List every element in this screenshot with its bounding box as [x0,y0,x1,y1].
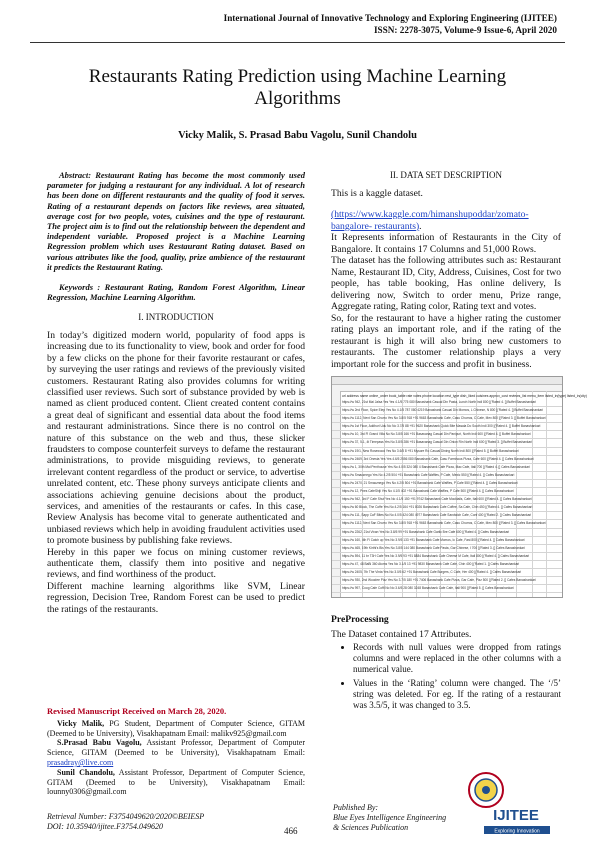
sheet-toolbar [332,377,562,385]
right-column [331,170,587,715]
dataset-spreadsheet-image [331,376,587,598]
paper-title-line2: Algorithms [254,88,341,109]
doi: DOI: 10.35940/ijitee.F3754.049620 [47,822,163,831]
sheet-row: https://w 465, 19th Kirthi's Bis Yes No 3.8/5 144 080 Banashank Cafe Pasta, Gar Chinese, I 700 [('Rated 3. [] Cafes Banashankari [332,545,562,553]
journal-name: International Journal of Innovative Technology and Exploring Engineering (IJITEE) [223,13,557,23]
journal-issn: ISSN: 2278-3075, Volume-9 Issue-6, April 2020 [373,25,557,35]
author-note-1-name: Vicky Malik, [57,718,105,728]
preprocessing-heading: PreProcessing [331,614,389,625]
author-footnote [47,707,305,797]
kaggle-dataset-link[interactable]: (https://www.kaggle.com/himanshupoddar/zomato-bangalore- restaurants) [331,209,529,232]
publisher-line-2: Blue Eyes Intelligence Engineering [333,812,447,822]
dataset-paragraph-1: This is a kaggle dataset. [331,187,423,199]
sheet-row: https://w 10, 3rd Fl Grand Villa No No 3.8/5 166 +91 Basavanag Casual Din Panipuri, North Indi 600 [('Rated 4. [] Buffet Banashankari [332,431,562,439]
sheet-row: https://w 2405, 7th The Vinta Yes No 3.0/5 62 +91 Banashank Cafe Burgers, C Cafe, Her 400 [('Rated 4. [] Cafes Banashankari [332,569,562,577]
sheet-row: https://w Smacznego Yes No 4.2/5 504 +91 Banashank Cafe Waffles, P Cafe, Mexic 550 [('Rated 4. [] Cafes Banashankari [332,472,562,480]
sheet-row: https://w 594, 11 br T3H Cafe Yes No 3.9/5 93 +91 8884 Banashank Cafe Cheese M Cafe, Itali 800 [('Rated 4. [] Cafes Banashankari [332,553,562,561]
journal-header [224,12,557,36]
sheet-row: https://w 930, 2nd Woodee Pizz Yes No 3.7/5 180 +91 7406 Banashank Cafe Pizza, Gar Cafe, Pizz 500 [('Rated 2. [] Cafes Banashankari [332,577,562,585]
paper-title-line1: Restaurants Rating Prediction using Machine Learning [88,66,507,87]
sheet-row: https://w 1st Floor, Addhuri Udu No No 3.7/5 88 +91 9620 Banashank Quick Bite Masala Do South Indi 300 [('Rated 4. [] Buffet Banashankari [332,423,562,431]
author-note-3-name: Sunil Chandolu, [57,767,115,777]
logo-tagline: Exploring Innovation [494,828,540,835]
sheet-row: https://w 997, Coog Cafe Coffi No No 3.6/5 28 080 3248 Banashank Cafe Cafe, Itali 900 [('Rated 5. [] Cafes Banashankari [332,585,562,593]
retrieval-number: Retrieval Number: F3754049620/2020©BEIESP [47,812,205,821]
sheet-row: https://w 12, Pnes CafeShiji Yes No 4.1/5 402 +91 Banashank Cafe Waffles, P Cafe 500 [('Rated 4. [] Cafes Banashankari [332,488,562,496]
preprocessing-list [331,642,561,711]
revised-date: Revised Manuscript Received on March 28, 2020. [47,706,227,716]
sheet-row: https://w 942, 21st Mai Jalsa Yes Yes 4.1/5 775 080 Banashank Casual Din Pasta, Lunch North Indi 800 [('Rated 4. [] Buffet Banashankari [332,399,562,407]
intro-paragraph-2: Hereby in this paper we focus on mining customer reviews, authenticate them, classify them into positive and negative reviews, and find worthiness of the product. [47,546,305,581]
author-note-1-text: PG Student, Department of Computer Science, GITAM (Deemed to be University), Visakhapatnam Email: malikv925@gmail.com [47,718,305,738]
list-item: • Records with null values were dropped from ratings columns and were replaced in the other columns with a numerical value. [353,642,561,674]
publisher-line-3: & Sciences Publication [333,822,409,832]
intro-paragraph-3: Different machine learning algorithms like SVM, Linear regression, Decision Tree, Random Forest can be used to predict the ratings of the restaurants. [47,580,305,615]
author-list: Vicky Malik, S. Prasad Babu Vagolu, Sunil Chandolu [178,130,417,141]
sheet-rows [332,399,562,597]
dataset-paragraph-2: It Represents information of Restaurants in the City of Bangalore. It contains 17 Columns and 51,000 Rows. [331,232,561,255]
list-item: • Values in the ‘Rating’ column were changed. The ‘/5’ string was deleted. For eg. If the rating of a restaurant was 3.5/5, it was changed to 3.5. [353,678,561,710]
sheet-row: https://w 160, 4th Fl Catch up Yes No 3.9/5 133 +91 Banashank Cafe Momos, Ic Cafe, Fast 800 [('Rated 4. [] Cafes Banashankari [332,537,562,545]
publisher-line-1: Published By: [333,803,379,812]
sheet-row: https://w 47, 48 BaBi 360 Atoms Yes No 3.1/5 13 +91 9830 Banashank Cafe Cafe, Chin 400 [('Rated 1. [] Cafes Banashankari [332,561,562,569]
dataset-paragraph-3: The dataset has the following attributes such as: Restaurant Name, Restaurant ID, City, Address, Cuisines, Cost for two people, has table booking, Has online delivery, Is delivering now, Switch to order menu, Prize range, Aggregate rating, Rating color, Rating text and votes. [331,255,561,312]
author-note-2-text: Assistant Professor, Department of Computer Science, GITAM (Deemed to be University), Visakhapatnam Email: [47,738,305,758]
abstract: Abstract: Restaurant Rating has become the most commonly used parameter for judging a restaurant for any individual. A lot of research has been done on different restaurants and the quality of food it serves. Rating of a restaurant depends on factors like reviews, area situated, average cost for two people, votes, cuisines and the type of restaurant. The project aim is to find out the relationship between the dependent and independent variable. Proposed project is a Machine Learning Regression problem which uses Restaurant Rating dataset. Based on various attributes like the food, quality, prize ambience of the restaurant it predicts the Restaurant Rating. [47,170,305,272]
page-number: 466 [284,826,298,836]
logo-text: IJITEE [493,807,539,824]
ijitee-logo [468,768,552,838]
publisher-info [333,803,446,832]
author-note-2-name: S.Prasad Babu Vagolu, [57,738,142,748]
intro-paragraph-1: In today’s digitized modern world, popularity of food apps is increasing due to its functionality to view, book and order for food by a few clicks on the phone for their favorite restaurant or cafes, by surveying the user ratings and reviews of the previously visited customers. Restaurant Rating also provides columns for writing classified user reviews. Such sort of substance provided by web is named as client produced content. Client created content contains a great deal of significant and essential data about the food items and restaurant administrations. Since there is no control on the nature of this substance on the web and thus, these slicker fraudsters to compose counterfeit surveys to defame the restaurant administrations, to provide misguiding reviews, to generate irrelevant content regardless of the product or service, to advertise unrelated content, etc. These phony surveys anticipate clients and associations achieving genuine decisions about the product, services, and amenities of the restaurants or cafes. In this case, Review Analysis has become vital to generate authenticated and unbiased reviews which help in avoiding fraudulent activities used to promote business by publishing fake reviews. [47,329,305,547]
paper-title [40,66,555,110]
sheet-row: https://w 60 Block, The Coffe Yes No 4.2/5 164 +91 8026 Banashank Cafe Coffee, Sa Cafe, Chin 450 [('Rated 4. [] Cafes Banashankari [332,504,562,512]
author-note-1 [47,719,305,739]
dataset-link-line [331,209,561,232]
sheet-header-row: url address name online_order book_table rate votes phone location rest_type dish_liked cuisines approx_cost reviews_list menu_item listed_in(type) listed_in(city) [342,394,587,398]
author-note-3 [47,768,305,797]
sheet-row: https://w 2nd Floor, Spice Elep Yes No 4.1/5 787 080 4219 Banashank Casual Din Momos, L Chinese, N 800 [('Rated 4. [] Buffet Banashankari [332,407,562,415]
keywords: Keywords : Restaurant Rating, Random Forest Algorithm, Linear Regression, Machine Learning Algorithm. [47,282,305,303]
dataset-paragraph-4: So, for the restaurant to have a higher rating the customer rating plays an important role, and if the rating of the restaurant is high it will also bring new customers to restaurants. The customer relationship plays a very important role for the success and profit in business. [331,312,561,370]
section-heading-dataset: II. DATA SET DESCRIPTION [389,170,503,180]
left-column [47,170,305,615]
sheet-row: https://w 2262, 21st Vivan Yes No 3.8/5 99 +91 Banashank Cafe Garlic Bre Cafe 600 [('Rated 4. [] Cafes Banashankari [332,529,562,537]
header-rule [30,42,565,43]
sheet-row: https://w 19/1, New Rosewood Yes No 3.6/5 8 +91 Mysore Ro Casual Dining North Indi 800 [('Rated 5. [] Buffet Banashankari [332,448,562,456]
sheet-row: https://w 1112, Next San Churro Yes No 3.8/5 918 +91 9663 Banashank Cafe, Casu Churros, C Cafe, Mex 800 [('Rated 3. [] Buffet Banashankari [332,415,562,423]
sheet-row: https://w 1, 30th Mai Penthouse Yes No 4.0/5 324 080 4 Banashank Cafe Pizza, Mac Cafe, Itali 700 [('Rated 4. [] Cafes Banashankari [332,464,562,472]
retrieval-info [47,812,204,832]
sheet-row: https://w 111, Sapp CaF Bites No No 4.0/5 424 080 4977 Banashank Cafe Sandwich Cafe, Conf 400 [('Rated 2. [] Cafes Banashankari [332,512,562,520]
sheet-row: https://w 2469, 3rd Onesta Yes Yes 4.6/5 2556 080 Banashank Cafe, Casu Farmhous Pizza, Cafe 600 [('Rated 4. [] Cafes Banashankari [332,456,562,464]
author-email-link[interactable]: prasadray@live.com [47,757,114,767]
sheet-row: https://w 1112, Next San Churro Yes No 3.8/5 918 +91 9663 Banashank Cafe, Casu Churros, C Cafe, Mex 800 [('Rated 3. [] Cafes Banashankari [332,520,562,528]
section-heading-introduction: I. INTRODUCTION [138,312,214,323]
dataset-link-end: . [419,220,422,232]
sheet-row: https://w 942, 3rd F Cafe Shuf Yes No 4.1/5 150 +91 9742 Banashank Cafe Mocktails, Cafe, Itali 600 [('Rated 4. [] Cafes Banashankari [332,496,562,504]
sheet-row: https://w 2470, 21 Smacznego Yes No 4.2/5 504 +91 Banashank Cafe Waffles, P Cafe 550 [('Rated 4. [] Cafes Banashankari [332,480,562,488]
preprocessing-paragraph: The Dataset contained 17 Attributes. [331,628,472,640]
author-note-2 [47,738,305,767]
sheet-row: https://w 37, 5-1, 4t Timepass Yes No 3.8/5 286 +91 Basavanag Casual Din Onion Rin North Indi 600 [('Rated 3. [] Buffet Banashankari [332,439,562,447]
author-note-3-text: Assistant Professor, Department of Computer Science, GITAM (Deemed to be University), Visakhapatnam Email: lounny0306@gmail.com [47,767,305,797]
